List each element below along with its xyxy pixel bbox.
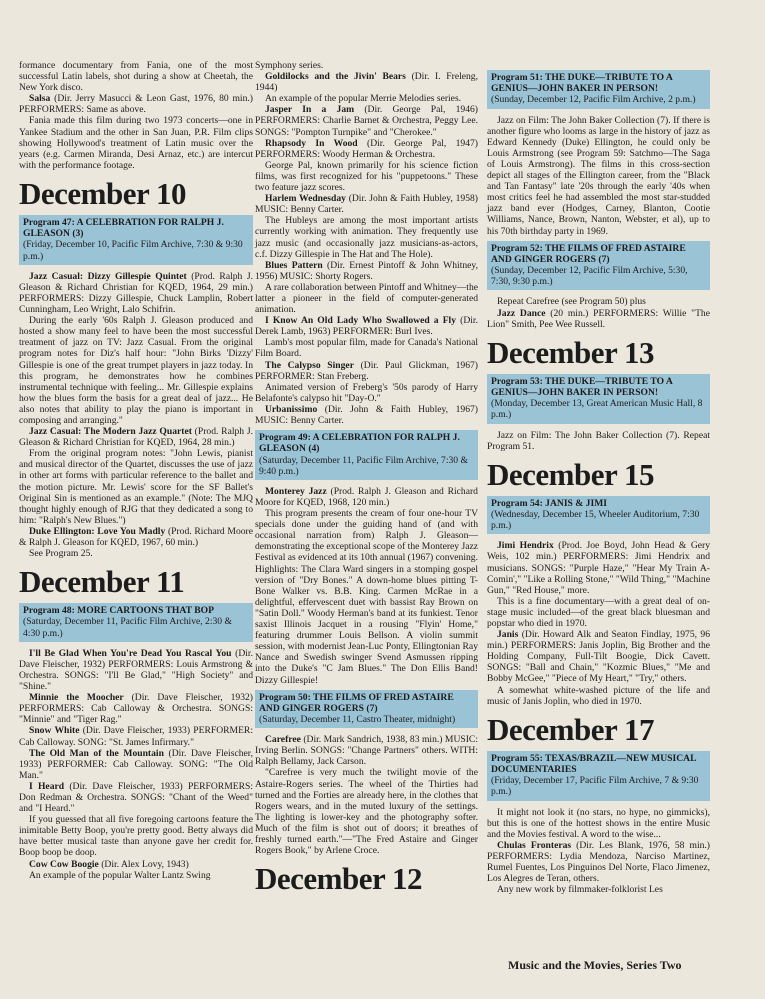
film-description: Animated version of Freberg's '50s parody of Harry Belafonte's calypso hit "Day-O." [255,381,478,404]
film-title: Goldilocks and the Jivin' Bears [265,71,406,83]
film-credits: (Dir. Ernest Pintoff & John Whitney, 1956) MUSIC: Shorty Rogers. [255,259,478,282]
film-description: Lamb's most popular film, made for Canada's National Film Board. [255,337,478,360]
program-info: (Sunday, December 12, Pacific Film Archive, 5:30, 7:30, 9:30 p.m.) [491,265,688,288]
film-description: An example of the popular Merrie Melodies series. [265,93,462,105]
film-credits: (Prod. Joe Boyd, John Head & Gery Weis, 102 min.) PERFORMERS: Jimi Hendrix and musicians. SONGS: "Purple Haze," "Hear My Train A-Comin'," "Like a Rolling Stone," "Wild Thing," "Machine Gun," "Red House," more. [487,540,710,596]
film-description: Jazz on Film: The John Baker Collection (7). Repeat Program 51. [487,429,710,452]
program-box [487,241,710,291]
film-title: Jazz Casual: Dizzy Gillespie Quintet [29,270,187,282]
film-credits: (Dir. I. Freleng, 1944) [255,71,478,94]
film-description: George Pal, known primarily for his science fiction films, was first recognized for his "puppetoons." These two feature jazz scores. [255,159,478,194]
paragraph: Fania made this film during two 1973 concerts—one in Yankee Stadium and the other in San Juan, P.R. Film clips showing Hollywood's treatment of Latin music over the years (e.g. Carmen Miranda, Desi Arnaz, etc.) are intercut with the performance footage. [19,115,253,171]
film-title: The Calypso Singer [265,359,354,371]
film-entry [19,725,253,747]
film-entry [19,781,253,814]
film-entry [255,360,478,382]
date-heading: December 11 [19,564,185,600]
film-description: Jazz on Film: The John Baker Collection (7). If there is another figure who looms as large in the history of jazz as Edward Kennedy (Duke) Ellington, he could only be Louis Armstrong (see Program 59: Satchmo—The Saga of Louis Armstrong). The films in this cross-section depict all stages of the Ellington career, from the "Black and Tan Fantasy" late '20s through the early '40s when most critics feel he had assembled the most star-studded jazz band ever (Hodges, Carney, Blanton, Cootie Williams, Nance, Brown, Nanton, Webster, et al), up to his 70th birthday party in 1969. [487,114,710,237]
film-title: Carefree [265,734,301,746]
film-title: I Heard [29,780,65,792]
program-info: (Friday, December 10, Pacific Film Archive, 7:30 & 9:30 p.m.) [23,239,243,262]
film-title: Harlem Wednesday [265,193,346,205]
program-box [487,496,710,535]
film-description: If you guessed that all five foregoing cartoons feature the inimitable Betty Boop, you're pretty good. Betty always did have better musical taste than anyone gave her credit for. Boop boop be doop. [19,814,253,859]
film-credits: (Dir. George Pal, 1946) PERFORMERS: Charlie Barnet & Orchestra, Peggy Lee. SONGS: "Pompton Turnpike" and "Cherokee." [255,104,478,138]
film-entry [255,104,478,137]
film-title: The Old Man of the Mountain [29,747,164,759]
film-entry [255,260,478,282]
film-title: Cow Cow Boogie [29,858,99,870]
film-credits: (Dir. Jerry Masucci & Leon Gast, 1976, 80 min.) PERFORMERS: Same as above. [19,93,253,116]
program-title: Program 49: A CELEBRATION FOR RALPH J. GLEASON (4) [259,432,460,455]
program-title: Program 51: THE DUKE—TRIBUTE TO A GENIUS—JOHN BAKER IN PERSON! [491,72,673,95]
film-title: Urbanissimo [265,403,318,415]
program-info: (Friday, December 17, Pacific Film Archive, 7 & 9:30 p.m.) [491,775,699,798]
film-title: Jazz Dance [497,307,546,319]
program-title: Program 55: TEXAS/BRAZIL—NEW MUSICAL DOCUMENTARIES [491,752,696,775]
film-description: "Carefree is very much the twilight movie of the Astaire-Rogers series. The wheel of the Thirties had turned and the Forties are already here, in the clothes that Rogers wears, and in the muted luxury of the settings. The lighting is lower-key and the photography softer. Much of the film is shot out of doors; it breathes of freshly turned earth."—"The Fred Astaire and Ginger Rogers Book," by Arlene Croce. [255,767,478,857]
program-box [19,215,253,265]
film-title: Duke Ellington: Love You Madly [29,525,166,537]
film-description: An example of the popular Walter Lantz Swing [29,869,211,881]
film-credits: (Dir. Howard Alk and Seaton Findlay, 1975, 96 min.) PERFORMERS: Janis Joplin, Big Brother and the Holding Company, Full-Tilt Boogie, Dick Cavett. SONGS: "Ball and Chain," "Kozmic Blues," "Me and Bobby McGee," "Piece of My Heart," "Try," others. [487,629,710,685]
film-entry [255,315,478,337]
program-title: Program 52: THE FILMS OF FRED ASTAIRE AND GINGER ROGERS (7) [491,242,686,265]
paragraph: Symphony series. [255,60,324,71]
film-credits: (Prod. Richard Moore & Ralph J. Gleason for KQED, 1967, 60 min.) [19,525,254,548]
film-title: Blues Pattern [265,259,323,271]
film-credits: (Prod. Ralph J. Gleason & Richard Christian for KQED, 1964, 29 min.) PERFORMERS: Dizzy Gillespie, Chuck Lamplin, Robert Cunningham, Leo Wright, Lalo Schifrin. [19,270,253,316]
film-title: Salsa [29,93,51,105]
film-entry [487,840,710,884]
film-entry [255,486,478,508]
film-credits: (Prod. Ralph J. Gleason and Richard Moore for KQED, 1968, 120 min.) [255,485,478,508]
program-info: (Monday, December 13, Great American Music Hall, 8 p.m.) [491,398,703,421]
film-title: I'll Be Glad When You're Dead You Rascal You [29,647,232,659]
film-credits: (Dir. Dave Fleischer, 1933) PERFORMERS: Don Redman & Orchestra. SONGS: "Chant of the Weed" and "I Heard." [19,780,253,815]
film-credits: (Dir. Mark Sandrich, 1938, 83 min.) MUSIC: Irving Berlin. SONGS: "Change Partners" others. WITH: Ralph Bellamy, Jack Carson. [255,734,478,768]
date-heading: December 12 [255,861,422,897]
film-credits: (Dir. John & Faith Hubley, 1967) MUSIC: Benny Carter. [255,403,478,426]
film-description: A somewhat white-washed picture of the life and music of Janis Joplin, who died in 1970. [487,684,710,707]
film-description: This program presents the cream of four one-hour TV specials done under the guiding hand of (and with occasional narration from) Ralph J. Gleason—demonstrating the exceptional scope of the Monterey Jazz Festival as evidenced at its 10th annual (1967) convening. Highlights: The Clara Ward singers in a stomping gospel version of "Dry Bones." A down-home blues pitting T-Bone Walker vs. B.B. King. Carmen McRae in a delightful, effervescent duet with bassist Ray Brown on "Satin Doll." Woody Herman's band at its funkiest. Tenor saxist Illinois Jacquet in a rousing "Flyin' Home," featuring drummer Louis Bellson. A violin summit session, with modernist Jean-Luc Ponty, Ellingtonian Ray Nance and Swedish swinger Svend Asmussen ripping into the Duke's "C Jam Blues." The Don Ellis Band! Dizzy Gillespie! [255,508,478,686]
film-entry [255,404,478,426]
film-description: This is a fine documentary—with a great deal of on-stage music included—of the great black bluesman and popstar who died in 1970. [487,595,710,629]
column-3 [487,66,710,895]
film-description: From the original program notes: "John Lewis, pianist and musical director of the Quartet, discusses the use of jazz in other art forms with particular reference to the ballet and the motion picture. Mr. Lewis' score for the SF Ballet's Original Sin is mentioned as an example." (Note: The MJQ thought highly enough of RJG that they dedicated a song to him: "Ralph's New Blues.") [19,448,253,526]
film-entry [19,271,253,315]
film-credits: (Dir. Dave Fleischer, 1932) PERFORMERS: Cab Calloway & Orchestra. SONGS: "Minnie" and "Tiger Rag." [19,692,253,726]
film-credits: (Dir. Alex Lovy, 1943) [98,858,189,870]
page-footer: Music and the Movies, Series Two [508,958,682,972]
film-entry [487,540,710,595]
column-2 [255,60,478,900]
program-info: (Saturday, December 11, Castro Theater, midnight) [259,714,456,725]
cross-reference: See Program 25. [29,548,93,560]
film-description: During the early '60s Ralph J. Gleason produced and hosted a show many feel to have been the most successful treatment of jazz on TV: Jazz Casual. From the original program notes for Diz's half hour: "John Birks 'Dizzy' Gillespie is one of the great trumpet players in jazz today. In this program, he demonstrates how he combines instrumental technique with feeling... Mr. Gillespie explains how the blues form the basis for a great deal of jazz... He also notes that ability to play the piano is important in composing and arranging." [19,315,253,426]
film-entry [487,629,710,684]
film-title: Jasper In a Jam [265,104,355,116]
film-entry [19,648,253,692]
program-title: Program 48: MORE CARTOONS THAT BOP [23,605,214,617]
film-description: Any new work by filmmaker-folklorist Les [497,884,663,896]
film-title: Jimi Hendrix [497,540,554,552]
program-info: (Wednesday, December 15, Wheeler Auditorium, 7:30 p.m.) [491,508,700,532]
film-credits: (Dir. George Pal, 1947) PERFORMERS: Woody Herman & Orchestra. [255,137,479,160]
program-title: Program 53: THE DUKE—TRIBUTE TO A GENIUS—JOHN BAKER IN PERSON! [491,375,673,398]
film-entry [19,859,253,870]
date-heading: December 13 [487,334,654,370]
program-title: Program 50: THE FILMS OF FRED ASTAIRE AND GINGER ROGERS (7) [259,691,454,714]
film-credits: (Dir. Dave Fleischer, 1933) PERFORMER: Cab Calloway. SONG: "St. James Infirmary." [19,725,253,748]
film-credits: (Dir. Dave Fleischer, 1932) PERFORMERS: Louis Armstrong & Orchestra. SONGS: "I'll Be Glad," "High Society" and "Shine." [19,647,253,693]
column-1 [19,60,253,881]
film-credits: (Dir. Paul Glickman, 1967) PERFORMER: Stan Freberg. [255,359,478,382]
program-info: (Saturday, December 11, Pacific Film Archive, 2:30 & 4:30 p.m.) [23,616,232,639]
program-title: Program 47: A CELEBRATION FOR RALPH J. GLEASON (3) [23,216,224,240]
film-title: Chulas Fronteras [497,839,572,851]
date-heading: December 15 [487,456,654,492]
film-entry [487,308,710,330]
paragraph: formance documentary from Fania, one of the most successful Latin labels, shot during a show at Cheetah, the New York disco. [19,60,253,94]
date-heading: December 10 [19,175,186,211]
program-box [19,603,253,642]
film-entry [19,692,253,725]
program-title: Program 54: JANIS & JIMI [491,497,608,509]
film-entry [255,734,478,767]
film-credits: (Dir. John & Faith Hubley, 1958) MUSIC: Benny Carter. [255,193,479,216]
date-heading: December 17 [487,711,654,747]
film-entry [255,71,478,93]
film-entry [19,426,253,448]
film-title: Janis [497,629,519,641]
film-credits: (Dir. Les Blank, 1976, 58 min.) PERFORMERS: Lydia Mendoza, Narciso Martinez, Rumel Fuentes, Los Pinguinos Del Norte, Flaco Jimenez, Los Alegres de Teran, others. [487,839,710,885]
paragraph [19,93,253,115]
film-description: It might not look it (no stars, no hype, no gimmicks), but this is one of the hottest shows in the entire Music and the Movies festival. A word to the wise... [487,806,710,840]
film-credits: (20 min.) PERFORMERS: Willie "The Lion" Smith, Pee Wee Russell. [487,307,710,330]
film-entry [255,138,478,160]
film-credits: (Dir. Derek Lamb, 1963) PERFORMER: Burl Ives. [255,315,478,338]
film-description: A rare collaboration between Pintoff and Whitney—the latter a pioneer in the field of computer-generated animation. [255,281,478,316]
film-title: I Know An Old Lady Who Swallowed a Fly [265,315,457,327]
film-title: Monterey Jazz [265,485,327,497]
film-entry [255,193,478,215]
program-box [487,374,710,424]
program-box [487,751,710,801]
film-credits: (Dir. Dave Fleischer, 1933) PERFORMER: Cab Calloway. SONG: "The Old Man." [19,747,253,781]
program-box [255,430,478,480]
film-credits: (Prod. Ralph J. Gleason & Richard Christian for KQED, 1964, 28 min.) [19,426,253,449]
film-title: Rhapsody In Wood [265,137,358,149]
program-box [255,690,478,729]
film-title: Snow White [29,725,80,737]
film-title: Jazz Casual: The Modern Jazz Quartet [29,426,192,438]
film-title: Minnie the Moocher [29,692,124,704]
program-box [487,70,710,109]
program-info: (Sunday, December 12, Pacific Film Archive, 2 p.m.) [491,94,696,106]
film-entry [19,748,253,781]
program-info: (Saturday, December 11, Pacific Film Archive, 7:30 & 9:40 p.m.) [259,454,468,477]
film-description: The Hubleys are among the most important artists currently working with animation. They frequently use jazz music (and occasionally jazz musicians-as-actors, c.f. Dizzy Gillespie in The Hat and The Hole). [255,215,478,260]
paragraph: Repeat Carefree (see Program 50) plus [497,296,646,308]
film-entry [19,526,253,548]
